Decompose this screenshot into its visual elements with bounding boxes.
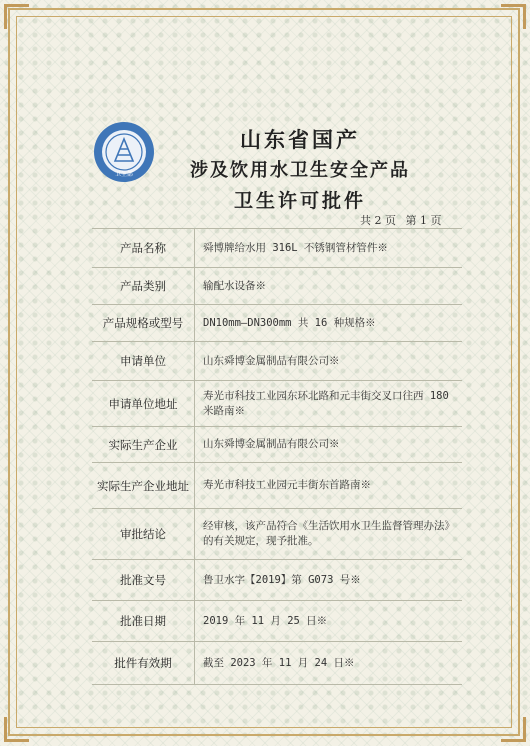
row-value: 2019 年 11 月 25 日※ — [195, 601, 463, 642]
table-row — [92, 342, 462, 381]
table-row — [92, 268, 462, 305]
row-label: 产品名称 — [92, 229, 195, 268]
row-label: 批准日期 — [92, 601, 195, 642]
title-line-2: 涉及饮用水卫生安全产品 — [190, 160, 410, 181]
corner-ornament — [4, 717, 29, 742]
table-row — [92, 381, 462, 427]
table-row — [92, 642, 462, 685]
row-value: DN10mm—DN300mm 共 16 种规格※ — [195, 305, 463, 342]
corner-ornament — [501, 4, 526, 29]
table-row — [92, 427, 462, 463]
row-value: 截至 2023 年 11 月 24 日※ — [195, 642, 463, 685]
row-label: 实际生产企业 — [92, 427, 195, 463]
row-label: 产品类别 — [92, 268, 195, 305]
table-row — [92, 560, 462, 601]
row-value: 经审核，该产品符合《生活饮用水卫生监督管理办法》的有关规定，现予批准。 — [195, 509, 463, 560]
row-value: 舜博牌给水用 316L 不锈钢管材管件※ — [195, 229, 463, 268]
title-line-1: 山东省国产 — [240, 128, 360, 152]
table-row — [92, 601, 462, 642]
row-label: 审批结论 — [92, 509, 195, 560]
row-value: 山东舜博金属制品有限公司※ — [195, 342, 463, 381]
row-label: 批准文号 — [92, 560, 195, 601]
row-value: 输配水设备※ — [195, 268, 463, 305]
row-label: 产品规格或型号 — [92, 305, 195, 342]
table-row — [92, 509, 462, 560]
row-label: 批件有效期 — [92, 642, 195, 685]
table-row — [92, 229, 462, 268]
row-value: 寿光市科技工业园元丰街东首路南※ — [195, 463, 463, 509]
row-value: 寿光市科技工业园东环北路和元丰街交叉口往西 180 米路南※ — [195, 381, 463, 427]
table-row — [92, 305, 462, 342]
page-current: 第 1 页 — [405, 214, 442, 227]
row-label: 实际生产企业地址 — [92, 463, 195, 509]
svg-text:卫生部: 卫生部 — [114, 171, 134, 178]
permit-info-table — [92, 228, 462, 685]
row-value: 鲁卫水字【2019】第 G073 号※ — [195, 560, 463, 601]
row-label: 申请单位 — [92, 342, 195, 381]
corner-ornament — [501, 717, 526, 742]
page-indicator — [360, 212, 448, 228]
title-line-3: 卫生许可批件 — [233, 190, 366, 212]
row-value: 山东舜博金属制品有限公司※ — [195, 427, 463, 463]
row-label: 申请单位地址 — [92, 381, 195, 427]
page-total: 共 2 页 — [360, 214, 396, 227]
table-row — [92, 463, 462, 509]
corner-ornament — [4, 4, 29, 29]
